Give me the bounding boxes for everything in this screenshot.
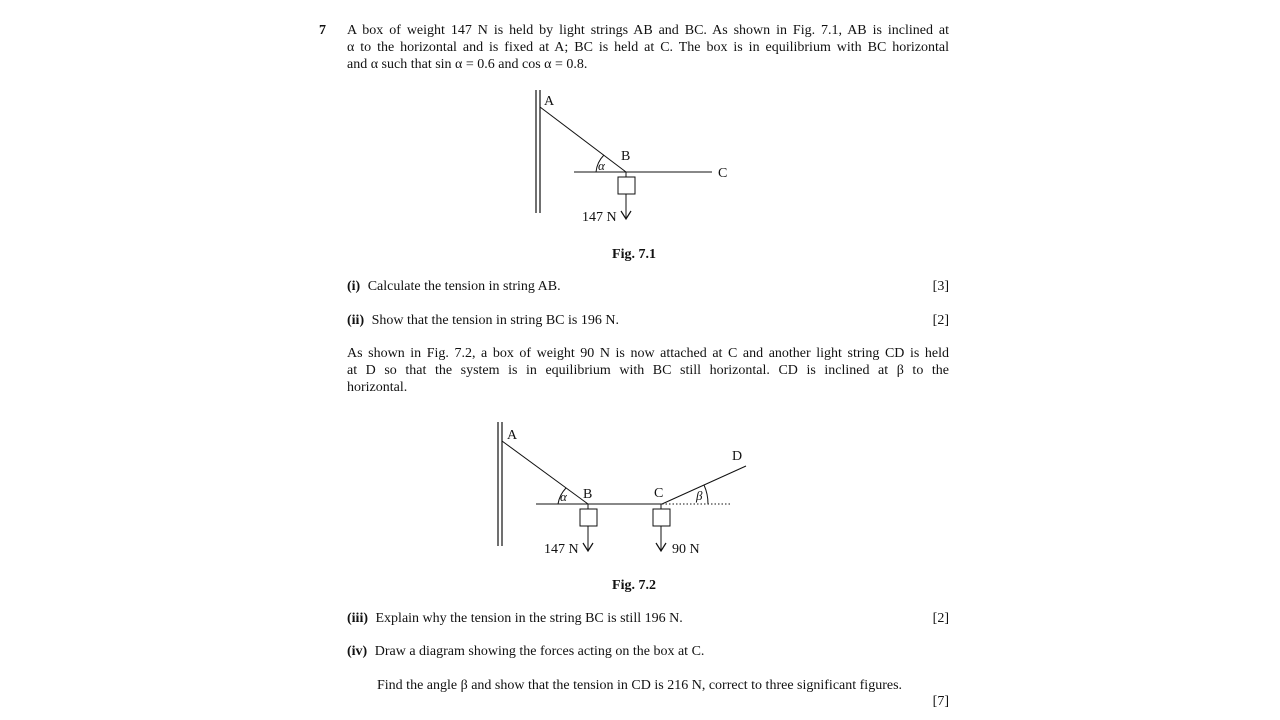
box-B: [580, 509, 597, 526]
figure-7-2-caption: Fig. 7.2: [612, 578, 656, 593]
mid-line-3: horizontal.: [347, 380, 408, 395]
part-i: [347, 278, 949, 295]
label-B: B: [583, 487, 593, 502]
label-beta: β: [696, 488, 703, 503]
part-iv-text: Draw a diagram showing the forces acting on the box at C.: [374, 644, 705, 659]
part-iii: [347, 610, 949, 627]
mid-line-1: As shown in Fig. 7.2, a box of weight 90 N is now attached at C and another light string CD is held: [347, 346, 949, 361]
label-D: D: [732, 449, 743, 464]
label-weight1: 147 N: [544, 542, 579, 557]
intro-paragraph: [347, 22, 949, 73]
label-alpha: α: [598, 158, 605, 173]
label-A: A: [544, 94, 555, 109]
part-i-label: (i): [347, 279, 361, 294]
middle-paragraph: [347, 345, 949, 396]
label-B: B: [621, 149, 631, 164]
part-iii-label: (iii): [347, 611, 368, 626]
intro-line-1: A box of weight 147 N is held by light strings AB and BC. As shown in Fig. 7.1, AB is inclined at: [347, 23, 949, 38]
part-ii: [347, 312, 949, 329]
mid-line-2: at D so that the system is in equilibrium with BC still horizontal. CD is inclined at β to the: [347, 363, 949, 378]
label-alpha: α: [560, 489, 567, 504]
part-iii-marks: [2]: [932, 611, 949, 626]
label-C: C: [654, 486, 664, 501]
part-iv-label: (iv): [347, 644, 368, 659]
box-C: [653, 509, 670, 526]
part-ii-marks: [2]: [932, 313, 949, 328]
part-i-text: Calculate the tension in string AB.: [367, 279, 561, 294]
figure-7-2: [490, 418, 760, 563]
beta-arc: [704, 485, 708, 504]
figure-7-1: [520, 85, 760, 230]
part-i-marks: [3]: [932, 279, 949, 294]
intro-line-3: and α such that sin α = 0.6 and cos α = 0.8.: [347, 57, 588, 72]
string-AB: [540, 107, 626, 172]
part-iii-text: Explain why the tension in the string BC is still 196 N.: [375, 611, 683, 626]
label-weight: 147 N: [582, 210, 617, 225]
figure-7-1-caption: Fig. 7.1: [612, 247, 656, 262]
box: [618, 177, 635, 194]
question-number: 7: [319, 23, 326, 38]
intro-line-2: α to the horizontal and is fixed at A; BC is held at C. The box is in equilibrium with BC horizontal: [347, 40, 949, 55]
string-AB: [502, 441, 588, 504]
final-marks: [7]: [932, 694, 949, 709]
label-C: C: [718, 166, 728, 181]
part-ii-label: (ii): [347, 313, 365, 328]
part-iv: [347, 643, 949, 660]
label-A: A: [507, 428, 518, 443]
final-instruction: Find the angle β and show that the tension in CD is 216 N, correct to three significant figures.: [377, 678, 903, 693]
part-ii-text: Show that the tension in string BC is 196 N.: [371, 313, 619, 328]
label-weight2: 90 N: [672, 542, 700, 557]
